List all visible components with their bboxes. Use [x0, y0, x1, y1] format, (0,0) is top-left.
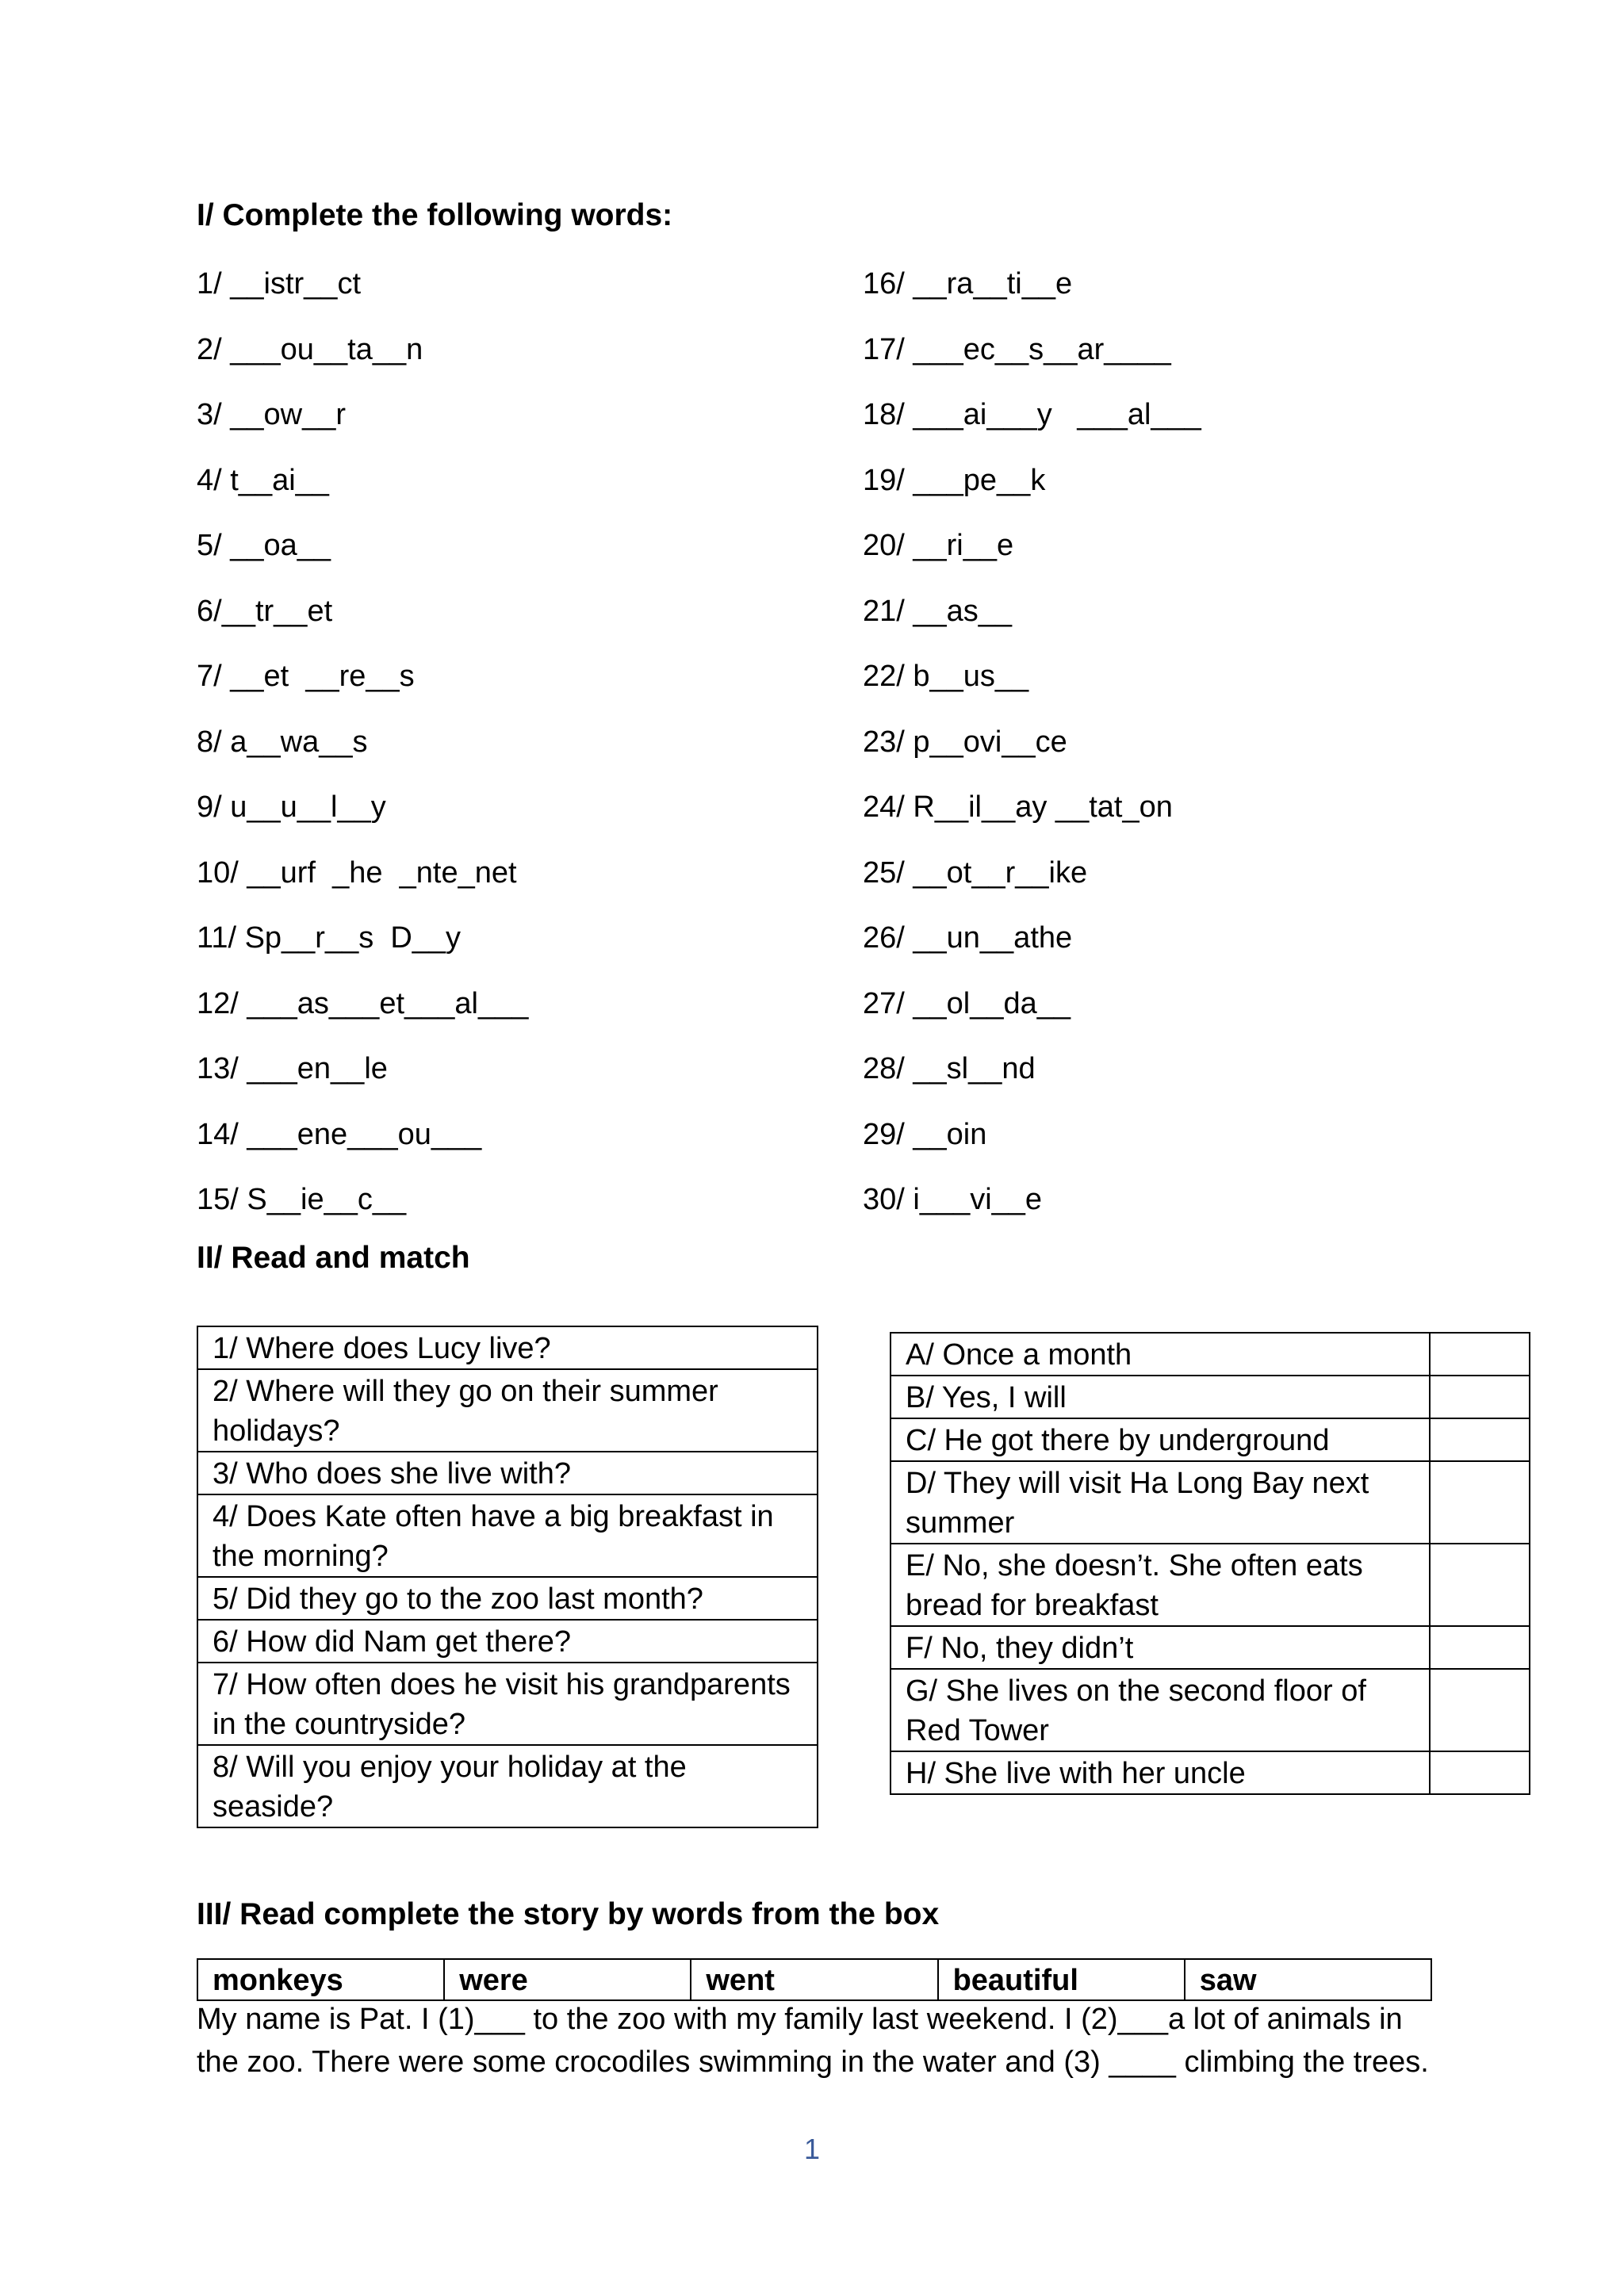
match-blank-cell[interactable] — [1430, 1333, 1530, 1376]
word-item: 17/ ___ec__s__ar____ — [863, 332, 1171, 366]
match-blank-cell[interactable] — [1430, 1626, 1530, 1669]
word-item: 19/ ___pe__k — [863, 463, 1046, 497]
table-row — [197, 1326, 818, 1369]
section3-heading: III/ Read complete the story by words from the box — [197, 1897, 940, 1931]
word-item: 20/ __ri__e — [863, 529, 1014, 562]
word-item: 11/ Sp__r__s D__y — [197, 921, 462, 955]
word-item: 15/ S__ie__c__ — [197, 1183, 407, 1216]
table-row — [197, 1452, 818, 1494]
table-row — [197, 1369, 818, 1452]
answer-cell: D/ They will visit Ha Long Bay next summer — [891, 1461, 1430, 1544]
question-cell: 8/ Will you enjoy your holiday at the seaside? — [197, 1745, 818, 1827]
page-number: 1 — [803, 2133, 821, 2165]
question-cell: 1/ Where does Lucy live? — [197, 1326, 818, 1369]
word-item: 7/ __et __re__s — [197, 660, 415, 693]
answer-cell: H/ She live with her uncle — [891, 1751, 1430, 1794]
question-cell: 3/ Who does she live with? — [197, 1452, 818, 1494]
word-box-item: were — [444, 1959, 691, 2000]
table-row — [891, 1376, 1530, 1418]
answer-cell: C/ He got there by underground — [891, 1418, 1430, 1461]
word-item: 26/ __un__athe — [863, 921, 1073, 955]
story-paragraph: My name is Pat. I (1)___ to the zoo with my family last weekend. I (2)___a lot of animals in the zoo. There were some crocodiles swimming in the water and (3) ____ climbing the trees. — [197, 2003, 1429, 2079]
table-row — [197, 1620, 818, 1663]
word-item: 2/ ___ou__ta__n — [197, 332, 423, 366]
word-item: 18/ ___ai___y ___al___ — [863, 398, 1201, 431]
match-blank-cell[interactable] — [1430, 1418, 1530, 1461]
word-item: 24/ R__il__ay __tat_on — [863, 790, 1173, 824]
questions-table — [197, 1326, 818, 1828]
table-row — [197, 1745, 818, 1827]
word-item: 16/ __ra__ti__e — [863, 267, 1073, 300]
table-row — [197, 1959, 1431, 2000]
match-blank-cell[interactable] — [1430, 1461, 1530, 1544]
table-row — [197, 1577, 818, 1620]
word-item: 5/ __oa__ — [197, 529, 331, 562]
word-item: 28/ __sl__nd — [863, 1052, 1036, 1085]
table-row — [197, 1494, 818, 1577]
question-cell: 4/ Does Kate often have a big breakfast in the morning? — [197, 1494, 818, 1577]
word-item: 12/ ___as___et___al___ — [197, 986, 529, 1020]
table-row — [891, 1669, 1530, 1751]
word-item: 23/ p__ovi__ce — [863, 725, 1067, 759]
word-box-item: beautiful — [938, 1959, 1185, 2000]
table-row — [891, 1626, 1530, 1669]
match-blank-cell[interactable] — [1430, 1751, 1530, 1794]
table-row — [197, 1663, 818, 1745]
question-cell: 7/ How often does he visit his grandparents in the countryside? — [197, 1663, 818, 1745]
word-item: 10/ __urf _he _nte_net — [197, 855, 517, 890]
word-item: 14/ ___ene___ou___ — [197, 1117, 482, 1151]
match-blank-cell[interactable] — [1430, 1376, 1530, 1418]
word-item: 8/ a__wa__s — [197, 725, 368, 759]
word-item: 9/ u__u__l__y — [197, 790, 386, 824]
answer-cell: F/ No, they didn’t — [891, 1626, 1430, 1669]
answers-table — [890, 1332, 1530, 1795]
question-cell: 5/ Did they go to the zoo last month? — [197, 1577, 818, 1620]
match-blank-cell[interactable] — [1430, 1544, 1530, 1626]
word-list-left — [197, 264, 831, 1246]
match-blank-cell[interactable] — [1430, 1669, 1530, 1751]
word-item: 6/__tr__et — [197, 594, 333, 628]
word-item: 25/ __ot__r__ike — [863, 855, 1088, 890]
word-item: 30/ i___vi__e — [863, 1183, 1043, 1216]
word-box-item: monkeys — [197, 1959, 444, 2000]
word-item: 21/ __as__ — [863, 594, 1013, 628]
word-box-item: saw — [1185, 1959, 1431, 2000]
table-row — [891, 1418, 1530, 1461]
word-item: 22/ b__us__ — [863, 660, 1029, 693]
word-list-right — [863, 264, 1497, 1246]
answer-cell: E/ No, she doesn’t. She often eats bread for breakfast — [891, 1544, 1430, 1626]
word-item: 4/ t__ai__ — [197, 463, 329, 497]
word-item: 1/ __istr__ct — [197, 267, 361, 300]
question-cell: 2/ Where will they go on their summer holidays? — [197, 1369, 818, 1452]
table-row — [891, 1333, 1530, 1376]
word-item: 13/ ___en__le — [197, 1052, 388, 1085]
word-box-item: went — [691, 1959, 937, 2000]
table-row — [891, 1461, 1530, 1544]
answer-cell: B/ Yes, I will — [891, 1376, 1430, 1418]
table-row — [891, 1544, 1530, 1626]
word-item: 27/ __ol__da__ — [863, 986, 1071, 1020]
section1-heading: I/ Complete the following words: — [197, 198, 673, 232]
question-cell: 6/ How did Nam get there? — [197, 1620, 818, 1663]
word-item: 3/ __ow__r — [197, 398, 347, 431]
table-row — [891, 1751, 1530, 1794]
word-item: 29/ __oin — [863, 1117, 987, 1151]
section2-heading: II/ Read and match — [197, 1241, 470, 1275]
answer-cell: A/ Once a month — [891, 1333, 1430, 1376]
word-box — [197, 1958, 1432, 2001]
answer-cell: G/ She lives on the second floor of Red Tower — [891, 1669, 1430, 1751]
